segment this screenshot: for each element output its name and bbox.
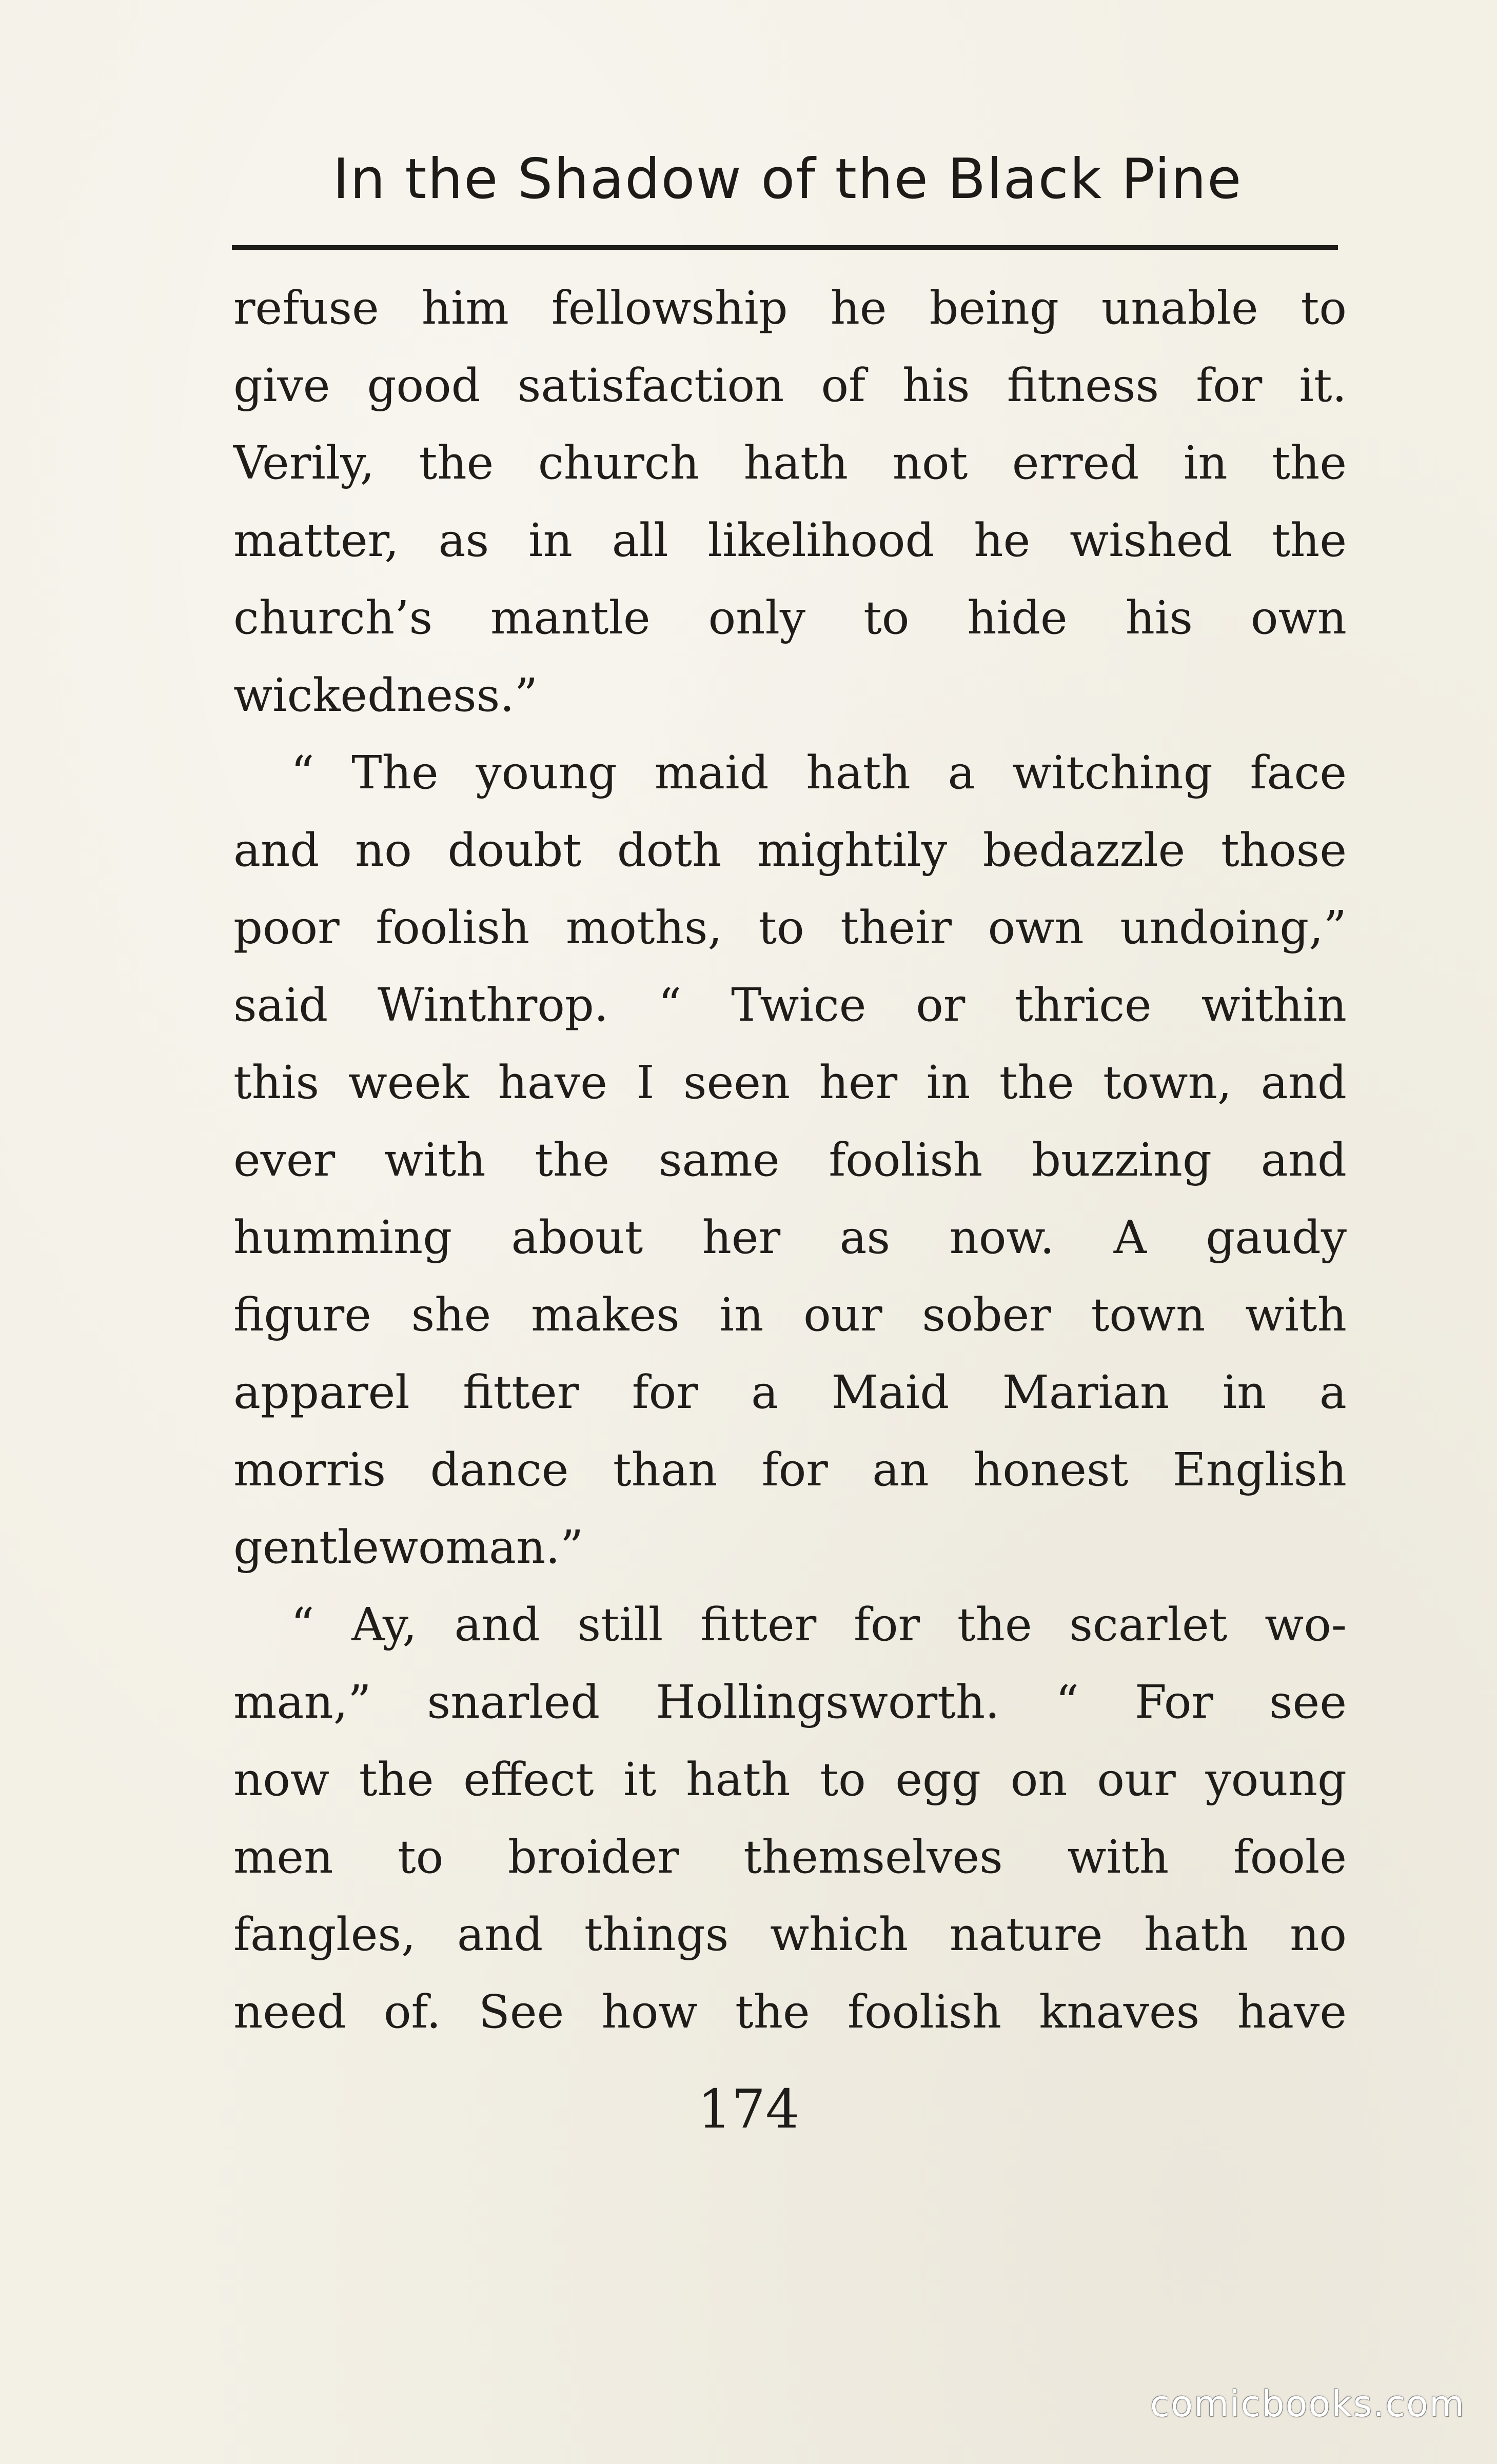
text-line: need of. See how the foolish knaves have	[233, 1985, 1347, 2038]
text-line: Verily, the church hath not erred in the	[233, 436, 1347, 489]
running-head: In the Shadow of the Black Pine	[332, 147, 1243, 211]
text-line: refuse him fellowship he being unable to	[233, 281, 1347, 334]
text-line: figure she makes in our sober town with	[233, 1288, 1347, 1341]
text-line: poor foolish moths, to their own undoing,”	[233, 901, 1347, 954]
header-rule	[232, 245, 1338, 250]
body-text	[233, 269, 1347, 2051]
text-line: said Winthrop. “ Twice or thrice within	[233, 978, 1347, 1031]
text-line: man,” snarled Hollingsworth. “ For see	[233, 1675, 1347, 1728]
page-number: 174	[697, 2078, 800, 2140]
text-line: “ The young maid hath a witching face	[291, 746, 1347, 799]
text-line: “ Ay, and still fitter for the scarlet wo-	[291, 1598, 1347, 1651]
text-line: men to broider themselves with foole	[233, 1830, 1347, 1883]
text-line: and no doubt doth mightily bedazzle those	[233, 823, 1347, 877]
text-line: matter, as in all likelihood he wished the	[233, 513, 1347, 567]
text-line: morris dance than for an honest English	[233, 1443, 1347, 1496]
text-line: give good satisfaction of his fitness for it.	[233, 359, 1347, 412]
text-line: apparel fitter for a Maid Marian in a	[233, 1365, 1347, 1419]
text-line: now the effect it hath to egg on our young	[233, 1753, 1347, 1806]
text-line: wickedness.”	[233, 668, 538, 722]
text-line: fangles, and things which nature hath no	[233, 1907, 1347, 1961]
text-line: humming about her as now. A gaudy	[233, 1210, 1347, 1264]
text-line: this week have I seen her in the town, and	[233, 1056, 1347, 1109]
watermark: comicbooks.com	[1150, 2383, 1465, 2425]
text-line: gentlewoman.”	[233, 1520, 584, 1574]
text-line: church’s mantle only to hide his own	[233, 591, 1347, 644]
text-line: ever with the same foolish buzzing and	[233, 1133, 1347, 1186]
